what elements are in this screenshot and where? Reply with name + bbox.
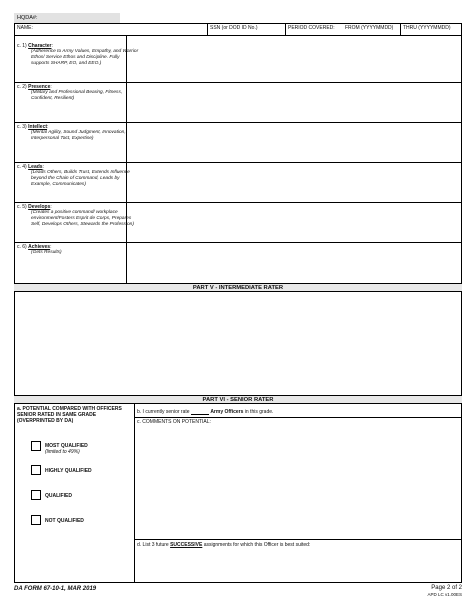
- currently-rate-line: b. I currently senior rate Army Officers in this grade.: [137, 409, 274, 415]
- attribute-leads: c. 4) Leads: (Leads Others, Builds Trust, Extends Influence beyond the Chain of Command, Leads by Example, Communicates): [17, 164, 130, 187]
- divider: [285, 23, 286, 35]
- attribute-character: c. 1) Character: (Adherence to Army Values, Empathy, and Warrior Ethos/ Service Ethos and Discipline. Fully supports SHARP, EO, and EEO.): [17, 43, 139, 66]
- divider: [207, 23, 208, 35]
- ssn-label: SSN (or DOD ID No.): [210, 25, 258, 31]
- attribute-presence: c. 2) Presence: (Military and Professional Bearing, Fitness, Confident, Resilient): [17, 84, 123, 101]
- divider: [134, 539, 462, 540]
- future-assignments-label: d. List 3 future SUCCESSIVE assignments for which this Officer is best suited:: [137, 542, 311, 548]
- most-qualified-checkbox[interactable]: [31, 441, 41, 451]
- part6-title: PART VI - SENIOR RATER: [14, 395, 462, 404]
- comments-on-potential-label: c. COMMENTS ON POTENTIAL:: [137, 419, 211, 425]
- qualified-checkbox[interactable]: [31, 490, 41, 500]
- hqda-label: HQDA#:: [17, 15, 38, 21]
- intermediate-rater-comments[interactable]: [15, 292, 461, 395]
- hqda-field[interactable]: [14, 13, 120, 23]
- name-label: NAME:: [17, 25, 33, 31]
- attribute-achieves: c. 6) Achieves: (Gets Results): [17, 244, 62, 255]
- potential-label: a. POTENTIAL COMPARED WITH OFFICERS SENIOR RATED IN SAME GRADE (OVERPRINTED BY DA): [17, 406, 122, 424]
- comments-on-potential-area[interactable]: [135, 426, 461, 539]
- not-qualified-label: NOT QUALIFIED: [45, 518, 84, 524]
- attribute-intellect: c. 3) Intellect: (Mental Agility, Sound Judgment, Innovation, Interpersonal Tact, Expertise): [17, 124, 126, 141]
- form-id: DA FORM 67-10-1, MAR 2019: [14, 586, 97, 592]
- page-number: Page 2 of 2: [431, 585, 462, 591]
- attribute-develops: c. 5) Develops: (Creates a positive command/ workplace environment/Fosters Esprit de Corps, Prepares Self, Develops Others, Stewards the Profession): [17, 204, 134, 227]
- period-covered-label: PERIOD COVERED:: [288, 25, 335, 31]
- thru-date-label: THRU (YYYYMMDD): [403, 25, 451, 31]
- most-qualified-label: MOST QUALIFIED (limited to 49%): [45, 443, 88, 455]
- not-qualified-checkbox[interactable]: [31, 515, 41, 525]
- future-assignments-area[interactable]: [135, 549, 461, 582]
- rate-count-field[interactable]: [191, 409, 209, 415]
- highly-qualified-label: HIGHLY QUALIFIED: [45, 468, 92, 474]
- qualified-label: QUALIFIED: [45, 493, 72, 499]
- form-version: APD LC v1.00ES: [427, 592, 462, 597]
- divider: [134, 417, 462, 418]
- part5-title: PART V - INTERMEDIATE RATER: [14, 283, 462, 292]
- highly-qualified-checkbox[interactable]: [31, 465, 41, 475]
- from-date-label: FROM (YYYYMMDD): [345, 25, 394, 31]
- attribute-comments-area[interactable]: [127, 36, 461, 283]
- divider: [400, 23, 401, 35]
